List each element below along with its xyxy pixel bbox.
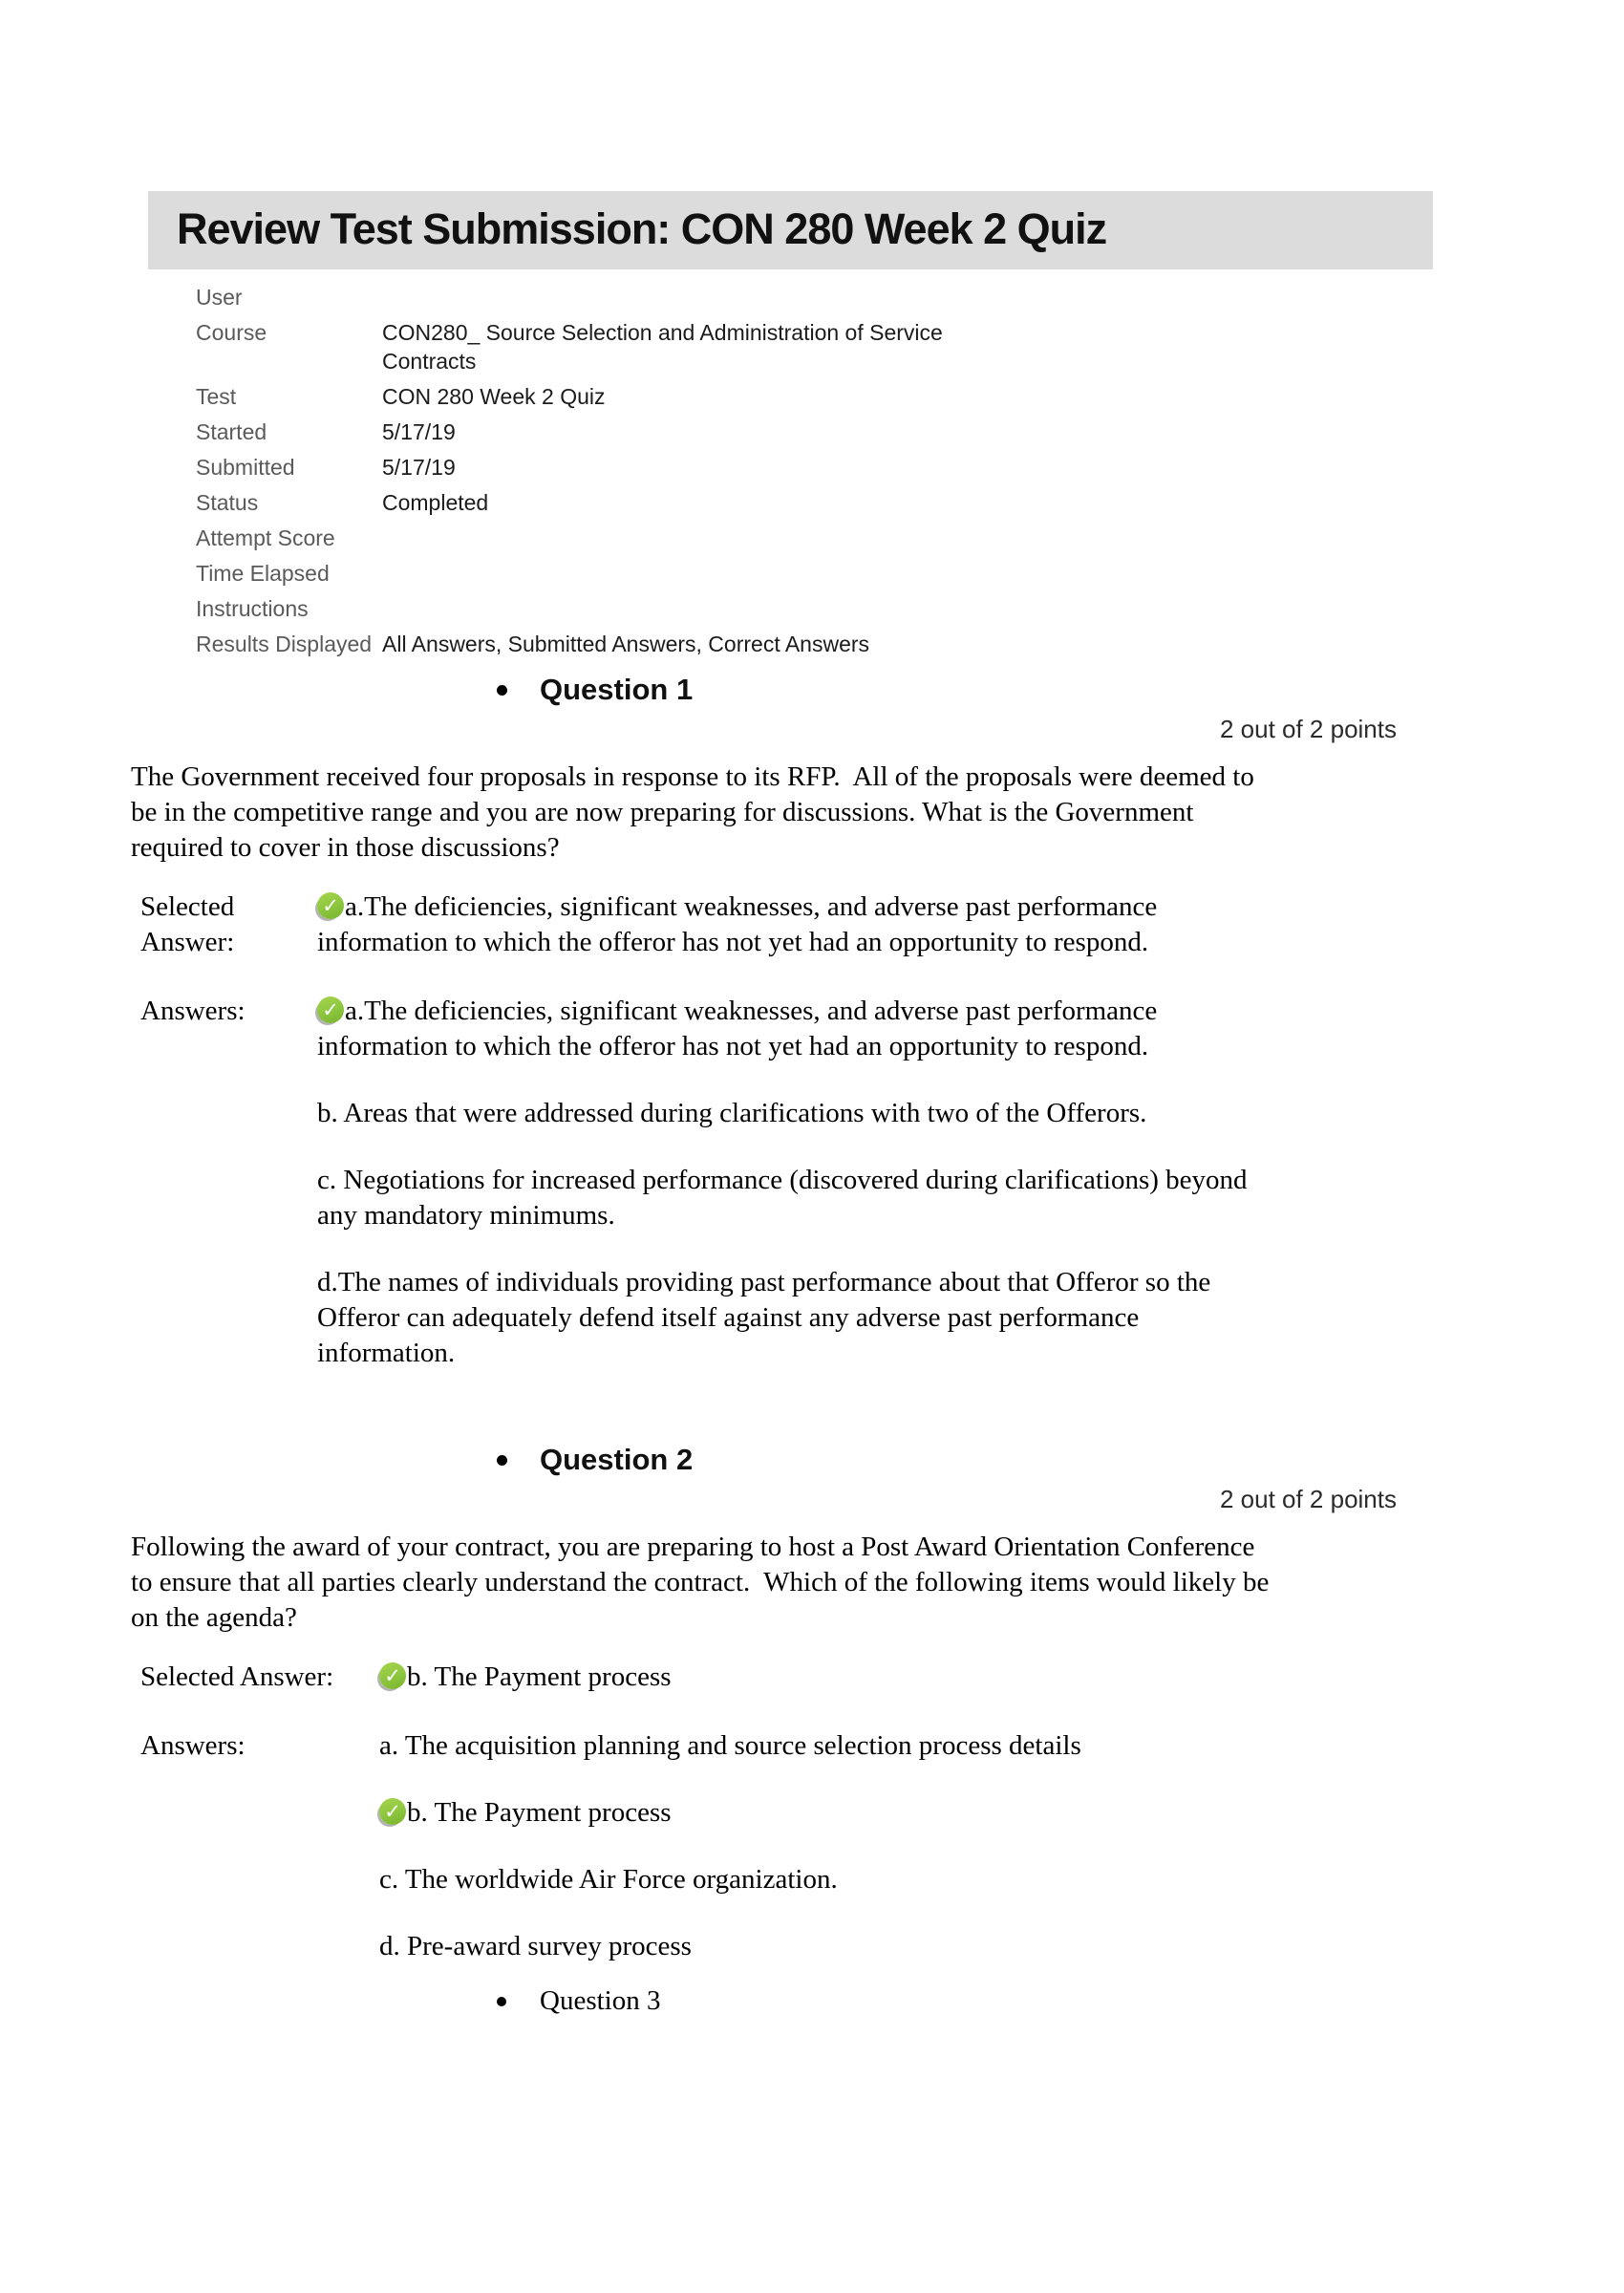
meta-value-instructions	[382, 594, 994, 623]
meta-label-submitted: Submitted	[196, 455, 295, 480]
question-2-answers-table	[140, 1660, 1624, 1964]
question-2-answers-label: Answers:	[140, 1730, 246, 1761]
answer-option	[379, 1929, 1344, 1964]
question-2-text: Following the award of your contract, you are preparing to host a Post Award Orientation Conference to ensure that all parties clearly understand the contract. Which of the following items would likely be on the agenda?	[131, 1532, 1276, 1633]
meta-label-test: Test	[196, 384, 237, 409]
answer-option-text: d.The names of individuals providing past performance about that Offeror so the Offeror can adequately defend itself against any adverse past performance information.	[317, 1267, 1211, 1368]
meta-label-started: Started	[196, 419, 267, 444]
meta-value-status: Completed	[382, 490, 489, 515]
question-2-selected-answer-label: Selected Answer:	[140, 1661, 334, 1692]
question-1-selected-answer-text: a.The deficiencies, significant weaknesses, and adverse past performance information to which the offeror has not yet had an opportunity to respond.	[317, 891, 1158, 957]
correct-check-icon	[379, 1798, 406, 1825]
answer-option-text: d. Pre-award survey process	[379, 1931, 692, 1961]
bullet-icon	[497, 685, 507, 696]
answer-option-text: c. Negotiations for increased performance (discovered during clarifications) beyond any mandatory minimums.	[317, 1165, 1248, 1231]
question-2-selected-answer-text: b. The Payment process	[407, 1661, 672, 1692]
answer-option-text: a. The acquisition planning and source selection process details	[379, 1730, 1081, 1761]
question-2-selected-answer	[379, 1660, 1344, 1695]
question-1-selected-answer	[317, 889, 1282, 960]
meta-value-started: 5/17/19	[382, 419, 456, 444]
answer-option	[317, 1096, 1282, 1131]
meta-value-course: CON280_ Source Selection and Administration of Service Contracts	[382, 320, 943, 374]
question-2-section	[0, 1443, 1624, 1964]
answer-option	[317, 1163, 1282, 1233]
question-1-answers-label: Answers:	[140, 996, 246, 1026]
title-band	[148, 191, 1433, 269]
bullet-icon	[497, 1997, 506, 2006]
meta-label-status: Status	[196, 490, 259, 515]
answer-option	[379, 1728, 1344, 1764]
submission-meta-table	[196, 283, 1624, 658]
question-2-options	[379, 1728, 1344, 1964]
question-3-heading: Question 3	[540, 1985, 661, 2016]
meta-value-attempt-score	[382, 524, 994, 552]
meta-value-test: CON 280 Week 2 Quiz	[382, 384, 606, 409]
meta-value-results-displayed: All Answers, Submitted Answers, Correct Answers	[382, 632, 870, 656]
answer-option-text: b. Areas that were addressed during clarifications with two of the Offerors.	[317, 1098, 1147, 1128]
meta-label-time-elapsed: Time Elapsed	[196, 561, 330, 586]
question-1-section	[0, 673, 1624, 1371]
answer-option-text: c. The worldwide Air Force organization.	[379, 1864, 838, 1895]
correct-check-icon	[317, 892, 344, 919]
meta-value-user	[382, 283, 994, 311]
question-2-heading-row	[497, 1443, 1624, 1477]
question-2-points: 2 out of 2 points	[1219, 1485, 1397, 1513]
question-1-text: The Government received four proposals in response to its RFP. All of the proposals were deemed to be in the competitive range and you are now preparing for discussions. What is the Government required to cover in those discussions?	[131, 761, 1262, 863]
answer-option	[317, 1265, 1282, 1371]
question-1-heading: Question 1	[540, 673, 694, 706]
question-1-heading-row	[497, 673, 1624, 707]
meta-label-attempt-score: Attempt Score	[196, 525, 335, 550]
question-1-options	[317, 994, 1282, 1371]
question-1-selected-answer-label: Selected Answer:	[140, 891, 235, 957]
correct-check-icon	[379, 1662, 406, 1689]
answer-option-text: b. The Payment process	[407, 1797, 672, 1828]
meta-value-time-elapsed	[382, 559, 994, 588]
meta-label-user: User	[196, 285, 243, 310]
meta-label-instructions: Instructions	[196, 596, 309, 621]
correct-check-icon	[317, 996, 344, 1023]
question-1-points: 2 out of 2 points	[1219, 715, 1397, 743]
page-title: Review Test Submission: CON 280 Week 2 Quiz	[177, 204, 1107, 253]
question-3-heading-row	[497, 1985, 1624, 2017]
answer-option	[379, 1795, 1344, 1831]
answer-option	[317, 994, 1282, 1064]
bullet-icon	[497, 1455, 507, 1466]
answer-option	[379, 1862, 1344, 1897]
meta-label-course: Course	[196, 320, 267, 345]
answer-option-text: a.The deficiencies, significant weaknesses, and adverse past performance information to which the offeror has not yet had an opportunity to respond.	[317, 996, 1158, 1061]
question-1-answers-table	[140, 889, 1624, 1371]
question-2-heading: Question 2	[540, 1443, 694, 1476]
meta-label-results-displayed: Results Displayed	[196, 632, 373, 656]
meta-value-submitted: 5/17/19	[382, 455, 456, 480]
